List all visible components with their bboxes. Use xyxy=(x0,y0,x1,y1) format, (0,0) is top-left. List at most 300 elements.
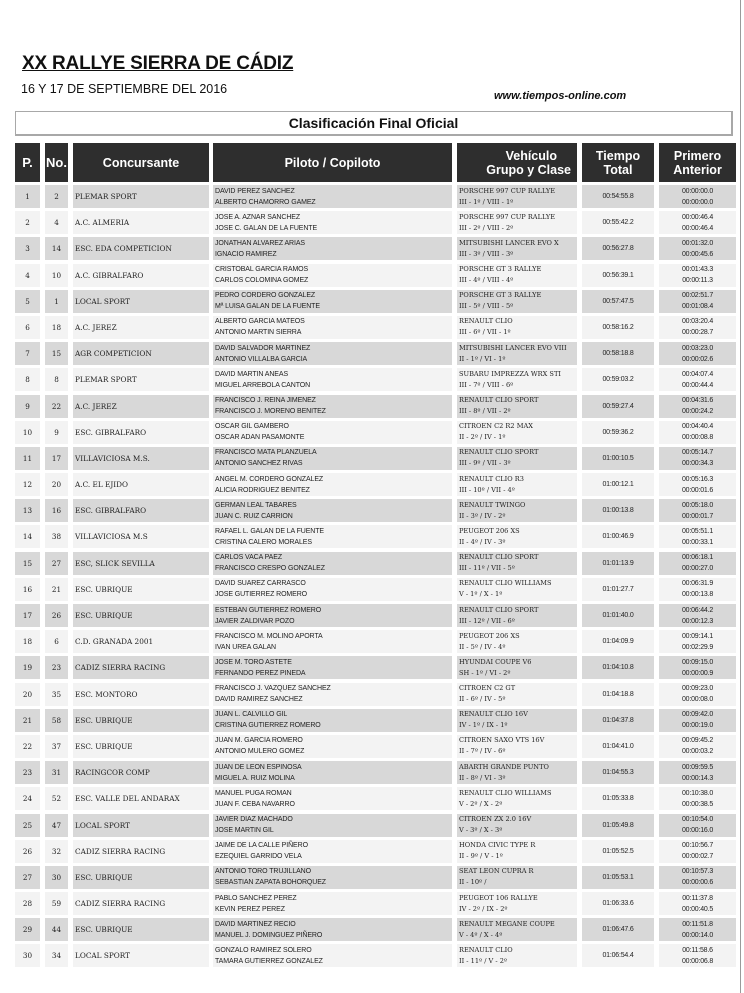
gap-to-previous: 00:00:27.0 xyxy=(681,565,714,573)
total-time-cell: 01:04:55.3 xyxy=(582,761,654,784)
table-row xyxy=(0,341,744,367)
gap-to-previous: 00:00:38.5 xyxy=(681,800,714,808)
gap-to-previous: 00:00:06.8 xyxy=(681,957,714,965)
group-class: SH - 1º / VI - 2º xyxy=(459,668,511,677)
vehicle-name: SEAT LEON CUPRA R xyxy=(459,867,534,876)
crew-cell xyxy=(213,264,452,287)
gap-to-first: 00:11:58.6 xyxy=(682,946,713,954)
gap-to-previous: 00:00:03.2 xyxy=(681,748,714,756)
vehicle-cell xyxy=(457,499,577,522)
vehicle-cell xyxy=(457,735,577,758)
driver-name: DAVID MARTIN ANEAS xyxy=(215,370,289,378)
car-number-cell: 27 xyxy=(45,552,68,575)
col-header-time xyxy=(582,143,654,182)
entrant-cell: ESC. VALLE DEL ANDARAX xyxy=(73,787,209,810)
gap-to-first: 00:10:54.0 xyxy=(681,816,714,823)
group-class: IV - 1º / IX - 1º xyxy=(459,721,508,730)
group-class: II - 2º / IV - 1º xyxy=(459,433,506,442)
vehicle-cell xyxy=(457,237,577,260)
codriver-name: FRANCISCO J. MORENO BENITEZ xyxy=(215,408,326,415)
website-link[interactable]: www.tiempos-online.com xyxy=(494,90,627,102)
vehicle-cell xyxy=(457,185,577,208)
total-time-cell: 00:56:39.1 xyxy=(582,264,654,287)
group-class: III - 1º / VIII - 1º xyxy=(459,197,514,206)
driver-name: OSCAR GIL GAMBERO xyxy=(215,423,289,431)
gap-cell xyxy=(659,761,736,784)
entrant-cell: VILLAVICIOSA M.S xyxy=(73,525,209,548)
entrant-cell: PLEMAR SPORT xyxy=(73,185,209,208)
table-row xyxy=(0,315,744,341)
car-number-cell: 22 xyxy=(45,395,68,418)
gap-to-previous: 00:00:00.6 xyxy=(681,879,714,887)
entrant-cell: ESC. UBRIQUE xyxy=(73,709,209,732)
gap-cell xyxy=(659,866,736,889)
col-header-vehicle-label-2: Grupo y Clase xyxy=(486,162,571,177)
section-title: Clasificación Final Oficial xyxy=(288,115,459,131)
position-cell: 2 xyxy=(15,211,40,234)
total-time-cell: 01:04:09.9 xyxy=(582,630,654,653)
car-number-cell: 8 xyxy=(45,368,68,391)
group-class: V - 2º / X - 2º xyxy=(459,799,503,808)
gap-cell xyxy=(659,918,736,941)
col-header-gap-label-1: Primero xyxy=(673,148,722,163)
table-row xyxy=(0,551,744,577)
gap-to-first: 00:01:32.0 xyxy=(681,239,714,247)
car-number-cell: 9 xyxy=(45,421,68,444)
total-time-cell: 01:04:10.8 xyxy=(582,656,654,679)
vehicle-cell xyxy=(457,264,577,287)
table-row xyxy=(0,655,744,681)
entrant-cell: ESC. GIBRALFARO xyxy=(73,499,209,522)
entrant-cell: C.D. GRANADA 2001 xyxy=(73,630,209,653)
table-row xyxy=(0,498,744,524)
table-row xyxy=(0,394,744,420)
table-row xyxy=(0,210,744,236)
group-class: III - 11º / VII - 5º xyxy=(459,564,515,573)
driver-name: GERMAN LEAL TABARES xyxy=(215,501,297,509)
col-header-gap xyxy=(659,143,736,182)
driver-name: DAVID PEREZ SANCHEZ xyxy=(215,187,295,195)
gap-to-previous: 00:00:44.4 xyxy=(681,381,714,389)
position-cell: 20 xyxy=(15,683,40,706)
entrant-cell: LOCAL SPORT xyxy=(73,944,209,967)
driver-name: RAFAEL L. GALAN DE LA FUENTE xyxy=(215,527,324,535)
table-row xyxy=(0,865,744,891)
gap-to-previous: 00:00:12.3 xyxy=(681,617,714,625)
entrant-cell: A.C. GIBRALFARO xyxy=(73,264,209,287)
position-cell: 10 xyxy=(15,421,40,444)
crew-cell xyxy=(213,499,452,522)
group-class: II - 7º / IV - 6º xyxy=(459,747,506,756)
vehicle-cell xyxy=(457,316,577,339)
vehicle-cell xyxy=(457,656,577,679)
total-time-cell: 00:59:36.2 xyxy=(582,421,654,444)
position-cell: 27 xyxy=(15,866,40,889)
vehicle-name: PEUGEOT 206 XS xyxy=(459,526,520,535)
crew-cell xyxy=(213,656,452,679)
gap-to-previous: 00:00:01.6 xyxy=(681,486,714,494)
gap-to-previous: 00:00:11.3 xyxy=(682,277,713,285)
group-class: II - 4º / IV - 3º xyxy=(459,537,506,546)
vehicle-cell xyxy=(457,447,577,470)
gap-to-first: 00:04:40.4 xyxy=(681,423,714,431)
driver-name: JUAN DE LEON ESPINOSA xyxy=(215,763,302,771)
gap-to-first: 00:09:42.0 xyxy=(681,711,714,719)
gap-to-previous: 00:00:14.3 xyxy=(681,774,714,782)
gap-cell xyxy=(659,237,736,260)
car-number-cell: 18 xyxy=(45,316,68,339)
codriver-name: OSCAR ADAN PASAMONTE xyxy=(215,434,305,442)
car-number-cell: 10 xyxy=(45,264,68,287)
gap-cell xyxy=(659,787,736,810)
gap-cell xyxy=(659,578,736,601)
gap-cell xyxy=(659,473,736,496)
gap-to-first: 00:01:43.3 xyxy=(681,266,714,274)
table-row xyxy=(0,367,744,393)
vehicle-name: CITROEN C2 GT xyxy=(459,684,516,693)
gap-to-previous: 00:00:40.5 xyxy=(681,905,714,913)
driver-name: DAVID SUAREZ CARRASCO xyxy=(215,580,306,588)
driver-name: JUAN M. GARCIA ROMERO xyxy=(215,737,303,745)
table-row xyxy=(0,236,744,262)
col-header-entrant xyxy=(73,143,209,182)
crew-cell xyxy=(213,866,452,889)
car-number-cell: 30 xyxy=(45,866,68,889)
driver-name: JONATHAN ALVAREZ ARIAS xyxy=(215,239,305,247)
entrant-cell: PLEMAR SPORT xyxy=(73,368,209,391)
position-cell: 16 xyxy=(15,578,40,601)
gap-cell xyxy=(659,840,736,863)
table-row xyxy=(0,813,744,839)
position-cell: 18 xyxy=(15,630,40,653)
page-title: XX RALLYE SIERRA DE CÁDIZ xyxy=(22,53,294,74)
col-header-entrant-label: Concursante xyxy=(102,155,180,170)
gap-to-first: 00:10:56.7 xyxy=(681,842,714,850)
gap-to-first: 00:05:51.1 xyxy=(681,527,714,535)
total-time-cell: 01:04:41.0 xyxy=(582,735,654,758)
vehicle-name: RENAULT TWINGO xyxy=(459,500,526,509)
position-cell: 7 xyxy=(15,342,40,365)
car-number-cell: 16 xyxy=(45,499,68,522)
vehicle-cell xyxy=(457,290,577,313)
vehicle-name: PORSCHE GT 3 RALLYE xyxy=(459,265,542,274)
codriver-name: ANTONIO MARTIN SIERRA xyxy=(215,329,302,337)
col-header-vehicle xyxy=(457,143,577,182)
vehicle-name: RENAULT CLIO xyxy=(459,945,513,954)
group-class: IV - 2º / IX - 2º xyxy=(459,904,508,913)
driver-name: CARLOS VACA PAEZ xyxy=(215,554,282,562)
group-class: III - 2º / VIII - 2º xyxy=(459,223,514,232)
gap-to-first: 00:09:15.0 xyxy=(681,658,714,666)
vehicle-name: SUBARU IMPREZZA WRX STI xyxy=(459,369,561,378)
gap-to-previous: 00:00:00.9 xyxy=(681,669,714,677)
gap-to-first: 00:03:20.4 xyxy=(681,318,714,326)
crew-cell xyxy=(213,683,452,706)
total-time-cell: 01:04:18.8 xyxy=(582,683,654,706)
vehicle-name: RENAULT CLIO SPORT xyxy=(459,448,539,457)
results-table-body xyxy=(0,184,744,970)
driver-name: PEDRO CORDERO GONZALEZ xyxy=(215,292,316,300)
car-number-cell: 4 xyxy=(45,211,68,234)
driver-name: FRANCISCO MATA PLANZUELA xyxy=(215,449,317,457)
crew-cell xyxy=(213,185,452,208)
entrant-cell: CADIZ SIERRA RACING xyxy=(73,840,209,863)
entrant-cell: ESC. UBRIQUE xyxy=(73,866,209,889)
total-time-cell: 01:00:13.8 xyxy=(582,499,654,522)
gap-to-first: 00:09:59.5 xyxy=(681,763,714,771)
gap-to-previous: 00:02:29.9 xyxy=(681,643,714,651)
codriver-name: JAVIER ZALDIVAR POZO xyxy=(215,617,295,625)
total-time-cell: 00:59:27.4 xyxy=(582,395,654,418)
position-cell: 9 xyxy=(15,395,40,418)
position-cell: 23 xyxy=(15,761,40,784)
codriver-name: MANUEL J. DOMINGUEZ PIÑERO xyxy=(215,931,323,939)
table-row xyxy=(0,760,744,786)
vehicle-cell xyxy=(457,395,577,418)
event-dates: 16 Y 17 DE SEPTIEMBRE DEL 2016 xyxy=(21,82,228,96)
car-number-cell: 58 xyxy=(45,709,68,732)
vehicle-cell xyxy=(457,630,577,653)
gap-to-first: 00:09:45.2 xyxy=(681,737,714,745)
position-cell: 3 xyxy=(15,237,40,260)
group-class: III - 6º / VII - 1º xyxy=(459,328,511,337)
total-time-cell: 01:01:27.7 xyxy=(582,578,654,601)
driver-name: FRANCISCO J. VAZQUEZ SANCHEZ xyxy=(215,685,331,693)
vehicle-cell xyxy=(457,578,577,601)
vehicle-name: PORSCHE 997 CUP RALLYE xyxy=(459,186,556,195)
vehicle-name: RENAULT CLIO xyxy=(459,317,513,326)
table-row xyxy=(0,891,744,917)
crew-cell xyxy=(213,840,452,863)
table-row xyxy=(0,734,744,760)
vehicle-cell xyxy=(457,709,577,732)
driver-name: DAVID SALVADOR MARTINEZ xyxy=(215,344,311,352)
gap-to-previous: 00:00:00.0 xyxy=(681,198,714,206)
vehicle-name: RENAULT CLIO SPORT xyxy=(459,553,539,562)
codriver-name: JOSE MARTIN GIL xyxy=(215,827,274,834)
total-time-cell: 00:57:47.5 xyxy=(582,290,654,313)
gap-cell xyxy=(659,630,736,653)
col-header-crew xyxy=(213,143,452,182)
table-row xyxy=(0,603,744,629)
gap-cell xyxy=(659,683,736,706)
table-row xyxy=(0,289,744,315)
entrant-cell: CADIZ SIERRA RACING xyxy=(73,656,209,679)
group-class: III - 12º / VII - 6º xyxy=(459,616,515,625)
driver-name: FRANCISCO J. REINA JIMENEZ xyxy=(215,397,316,404)
crew-cell xyxy=(213,473,452,496)
vehicle-cell xyxy=(457,918,577,941)
position-cell: 19 xyxy=(15,656,40,679)
table-row xyxy=(0,839,744,865)
table-row xyxy=(0,708,744,734)
vehicle-cell xyxy=(457,866,577,889)
group-class: III - 10º / VII - 4º xyxy=(459,485,515,494)
col-header-position xyxy=(15,143,40,182)
group-class: II - 9º / V - 1º xyxy=(459,852,503,861)
gap-to-first: 00:02:51.7 xyxy=(681,292,714,300)
crew-cell xyxy=(213,368,452,391)
driver-name: FRANCISCO M. MOLINO APORTA xyxy=(215,632,323,640)
codriver-name: IVAN UREA GALAN xyxy=(215,643,277,651)
section-title-box xyxy=(15,111,733,136)
vehicle-cell xyxy=(457,473,577,496)
codriver-name: CARLOS COLOMINA GOMEZ xyxy=(215,277,309,285)
group-class: III - 9º / VII - 3º xyxy=(459,459,511,468)
position-cell: 24 xyxy=(15,787,40,810)
vehicle-name: MITSUBISHI LANCER EVO X xyxy=(459,238,559,247)
codriver-name: IGNACIO RAMIREZ xyxy=(215,250,277,258)
codriver-name: Mª LUISA GALAN DE LA FUENTE xyxy=(215,303,320,311)
vehicle-cell xyxy=(457,368,577,391)
codriver-name: CRISTINA CALERO MORALES xyxy=(215,538,312,546)
gap-to-first: 00:00:00.0 xyxy=(681,187,714,195)
gap-to-previous: 00:00:08.0 xyxy=(681,696,714,704)
gap-cell xyxy=(659,290,736,313)
group-class: III - 5º / VIII - 5º xyxy=(459,302,514,311)
gap-cell xyxy=(659,552,736,575)
entrant-cell: A.C. EL EJIDO xyxy=(73,473,209,496)
position-cell: 5 xyxy=(15,290,40,313)
crew-cell xyxy=(213,604,452,627)
vehicle-cell xyxy=(457,211,577,234)
car-number-cell: 6 xyxy=(45,630,68,653)
group-class: II - 1º / VI - 1º xyxy=(459,354,506,363)
codriver-name: JUAN C. RUIZ CARRION xyxy=(215,512,293,520)
col-header-number xyxy=(45,143,68,182)
driver-name: MANUEL PUGA ROMAN xyxy=(215,789,292,797)
vehicle-name: PEUGEOT 206 XS xyxy=(459,631,520,640)
vehicle-name: RENAULT CLIO R3 xyxy=(459,474,524,483)
entrant-cell: ESC. UBRIQUE xyxy=(73,918,209,941)
position-cell: 1 xyxy=(15,185,40,208)
group-class: II - 11º / V - 2º xyxy=(459,956,508,965)
gap-to-previous: 00:00:02.7 xyxy=(681,853,714,861)
vehicle-cell xyxy=(457,814,577,837)
crew-cell xyxy=(213,525,452,548)
gap-to-first: 00:06:18.1 xyxy=(681,554,714,562)
position-cell: 28 xyxy=(15,892,40,915)
crew-cell xyxy=(213,735,452,758)
total-time-cell: 00:59:03.2 xyxy=(582,368,654,391)
gap-to-previous: 00:00:14.0 xyxy=(681,931,714,939)
codriver-name: EZEQUIEL GARRIDO VELA xyxy=(215,853,302,861)
crew-cell xyxy=(213,552,452,575)
position-cell: 25 xyxy=(15,814,40,837)
entrant-cell: A.C. JEREZ xyxy=(73,395,209,418)
driver-name: JAIME DE LA CALLE PIÑERO xyxy=(215,842,308,850)
entrant-cell: A.C. JEREZ xyxy=(73,316,209,339)
group-class: V - 1º / X - 1º xyxy=(459,590,503,599)
entrant-cell: ESC. MONTORO xyxy=(73,683,209,706)
codriver-name: ANTONIO VILLALBA GARCIA xyxy=(215,355,308,363)
vehicle-cell xyxy=(457,683,577,706)
vehicle-name: RENAULT CLIO SPORT xyxy=(459,396,539,404)
crew-cell xyxy=(213,316,452,339)
car-number-cell: 26 xyxy=(45,604,68,627)
car-number-cell: 21 xyxy=(45,578,68,601)
position-cell: 8 xyxy=(15,368,40,391)
gap-to-first: 00:06:31.9 xyxy=(681,580,714,588)
codriver-name: KEVIN PEREZ PEREZ xyxy=(215,905,285,913)
crew-cell xyxy=(213,421,452,444)
gap-to-first: 00:11:51.8 xyxy=(682,920,713,928)
total-time-cell: 01:04:37.8 xyxy=(582,709,654,732)
table-row xyxy=(0,682,744,708)
vehicle-cell xyxy=(457,944,577,967)
codriver-name: CRISTINA GUTIERREZ ROMERO xyxy=(215,722,321,730)
codriver-name: JOSE GUTIERREZ ROMERO xyxy=(215,591,308,599)
gap-to-previous: 00:00:01.7 xyxy=(681,512,714,520)
gap-to-first: 00:04:31.6 xyxy=(681,397,714,404)
car-number-cell: 52 xyxy=(45,787,68,810)
gap-to-first: 00:03:23.0 xyxy=(681,344,714,352)
car-number-cell: 59 xyxy=(45,892,68,915)
total-time-cell: 01:06:54.4 xyxy=(582,944,654,967)
group-class: II - 8º / VI - 3º xyxy=(459,773,506,782)
crew-cell xyxy=(213,918,452,941)
table-row xyxy=(0,577,744,603)
gap-cell xyxy=(659,604,736,627)
vehicle-name: PEUGEOT 106 RALLYE xyxy=(459,893,538,902)
car-number-cell: 2 xyxy=(45,185,68,208)
position-cell: 30 xyxy=(15,944,40,967)
vehicle-name: HYUNDAI COUPE V6 xyxy=(459,657,532,666)
gap-to-previous: 00:00:08.8 xyxy=(681,434,714,442)
entrant-cell: ESC. UBRIQUE xyxy=(73,735,209,758)
total-time-cell: 00:58:16.2 xyxy=(582,316,654,339)
entrant-cell: LOCAL SPORT xyxy=(73,290,209,313)
driver-name: JOSE M. TORO ASTETE xyxy=(215,658,292,666)
crew-cell xyxy=(213,630,452,653)
table-row xyxy=(0,629,744,655)
gap-to-previous: 00:00:16.0 xyxy=(681,827,714,834)
col-header-time-label-2: Total xyxy=(603,162,633,177)
crew-cell xyxy=(213,237,452,260)
total-time-cell: 01:00:12.1 xyxy=(582,473,654,496)
crew-cell xyxy=(213,709,452,732)
total-time-cell: 01:06:33.6 xyxy=(582,892,654,915)
gap-to-first: 00:04:07.4 xyxy=(681,370,714,378)
gap-to-first: 00:09:23.0 xyxy=(681,685,714,693)
table-row xyxy=(0,786,744,812)
driver-name: PABLO SANCHEZ PEREZ xyxy=(215,894,297,902)
table-row xyxy=(0,917,744,943)
vehicle-name: RENAULT MEGANE COUPE xyxy=(459,919,555,928)
position-cell: 6 xyxy=(15,316,40,339)
codriver-name: DAVID RAMIREZ SANCHEZ xyxy=(215,696,303,704)
codriver-name: TAMARA GUTIERREZ GONZALEZ xyxy=(215,957,323,965)
vehicle-name: CITROEN SAXO VTS 16V xyxy=(459,736,545,745)
total-time-cell: 00:55:42.2 xyxy=(582,211,654,234)
car-number-cell: 1 xyxy=(45,290,68,313)
table-row xyxy=(0,943,744,969)
gap-cell xyxy=(659,421,736,444)
codriver-name: JUAN F. CEBA NAVARRO xyxy=(215,800,295,808)
gap-cell xyxy=(659,814,736,837)
gap-cell xyxy=(659,944,736,967)
crew-cell xyxy=(213,892,452,915)
driver-name: ANTONIO TORO TRUJILLANO xyxy=(215,868,311,876)
crew-cell xyxy=(213,761,452,784)
codriver-name: MIGUEL ARREBOLA CANTON xyxy=(215,381,311,389)
gap-cell xyxy=(659,211,736,234)
position-cell: 26 xyxy=(15,840,40,863)
driver-name: GONZALO RAMIREZ SOLERO xyxy=(215,946,312,954)
codriver-name: FERNANDO PEREZ PINEDA xyxy=(215,669,306,677)
gap-to-previous: 00:00:24.2 xyxy=(681,408,714,415)
vehicle-name: RENAULT CLIO WILLIAMS xyxy=(459,788,552,797)
